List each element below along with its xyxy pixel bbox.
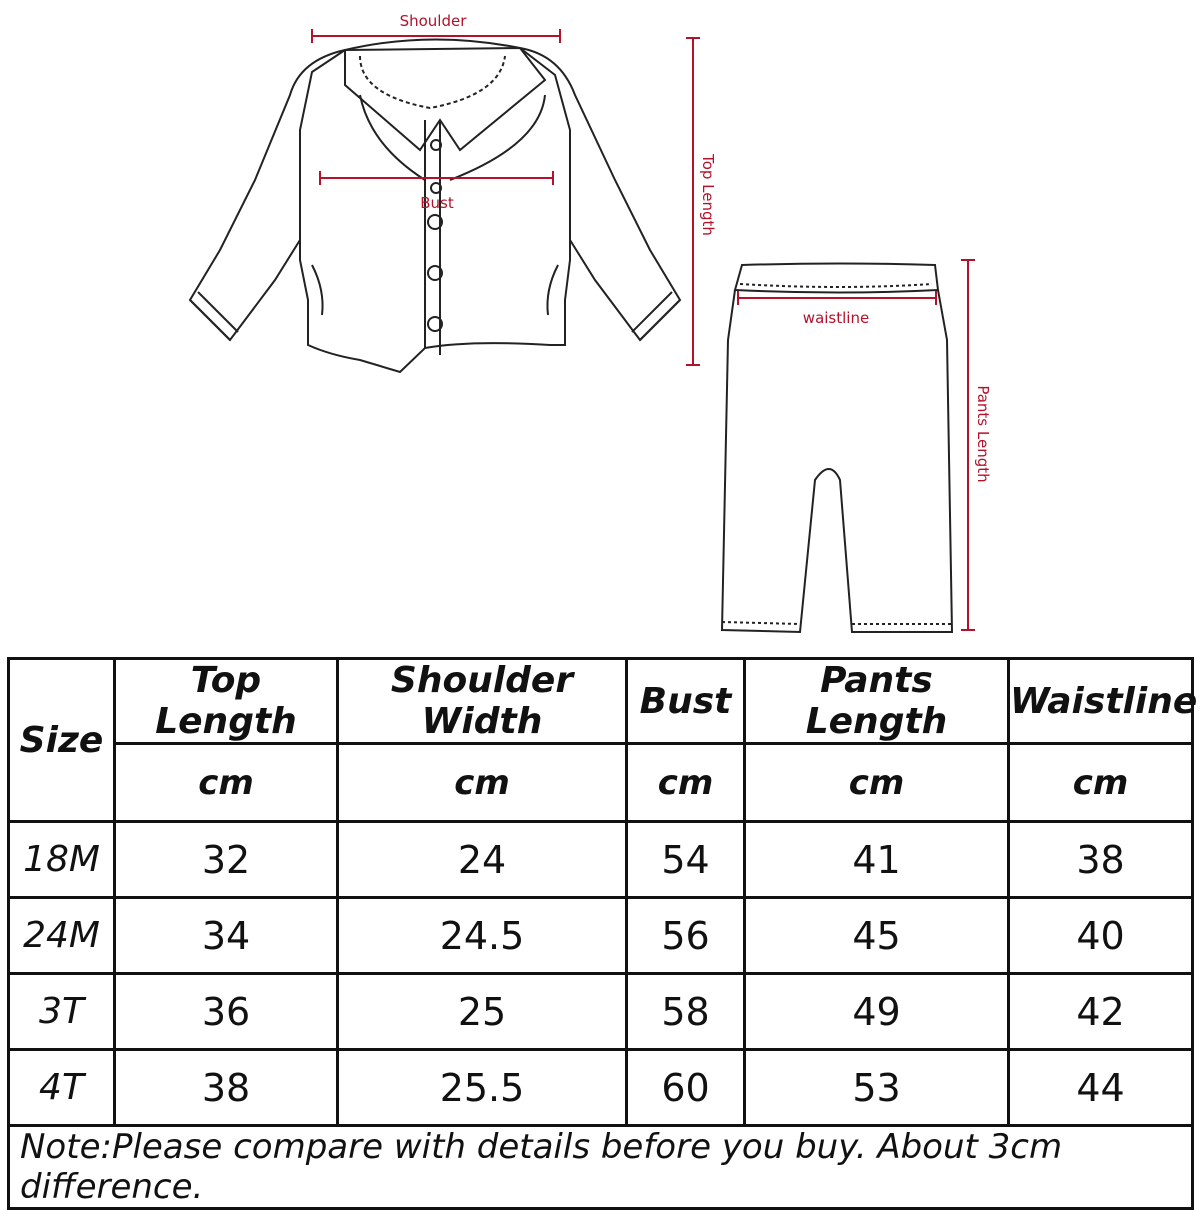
size-chart-table [7,657,1198,1210]
waistline-cell: 44 [1009,1050,1193,1126]
table-row [9,822,1193,898]
top-length-cell: 38 [115,1050,338,1126]
measure-lines [312,29,975,630]
header-size: Size [9,659,115,822]
size-note: Note:Please compare with details before you buy. About 3cm difference. [9,1126,1193,1209]
shoulder-width-cell: 24 [338,822,627,898]
bust-cell: 54 [627,822,745,898]
unit-waistline: cm [1009,744,1193,822]
table-header-row [9,659,1193,744]
table-row [9,898,1193,974]
size-cell: 24M [9,898,115,974]
table-row [9,974,1193,1050]
size-cell: 3T [9,974,115,1050]
pants-length-cell: 53 [745,1050,1009,1126]
shoulder-label: Shoulder [399,12,467,30]
top-length-label: Top Length [699,154,717,236]
shoulder-width-cell: 25 [338,974,627,1050]
waistline-label: waistline [802,309,870,327]
pants-length-cell: 45 [745,898,1009,974]
bust-label: Bust [420,194,454,212]
shoulder-width-cell: 24.5 [338,898,627,974]
header-top-length: Top Length [115,659,338,744]
waistline-cell: 42 [1009,974,1193,1050]
header-waistline: Waistline [1009,659,1193,744]
header-pants-length: Pants Length [745,659,1009,744]
top-length-cell: 32 [115,822,338,898]
top-length-cell: 34 [115,898,338,974]
pants-length-label: Pants Length [974,385,992,483]
size-cell: 18M [9,822,115,898]
pants-length-cell: 41 [745,822,1009,898]
shoulder-width-cell: 25.5 [338,1050,627,1126]
bust-cell: 60 [627,1050,745,1126]
unit-top-length: cm [115,744,338,822]
note-row [9,1126,1193,1209]
size-cell: 4T [9,1050,115,1126]
pants-length-cell: 49 [745,974,1009,1050]
header-bust: Bust [627,659,745,744]
unit-pants-length: cm [745,744,1009,822]
top-length-cell: 36 [115,974,338,1050]
bust-cell: 58 [627,974,745,1050]
bust-cell: 56 [627,898,745,974]
unit-shoulder-width: cm [338,744,627,822]
table-unit-row [9,744,1193,822]
table-row [9,1050,1193,1126]
waistline-cell: 40 [1009,898,1193,974]
header-shoulder-width: Shoulder Width [338,659,627,744]
waistline-cell: 38 [1009,822,1193,898]
unit-bust: cm [627,744,745,822]
